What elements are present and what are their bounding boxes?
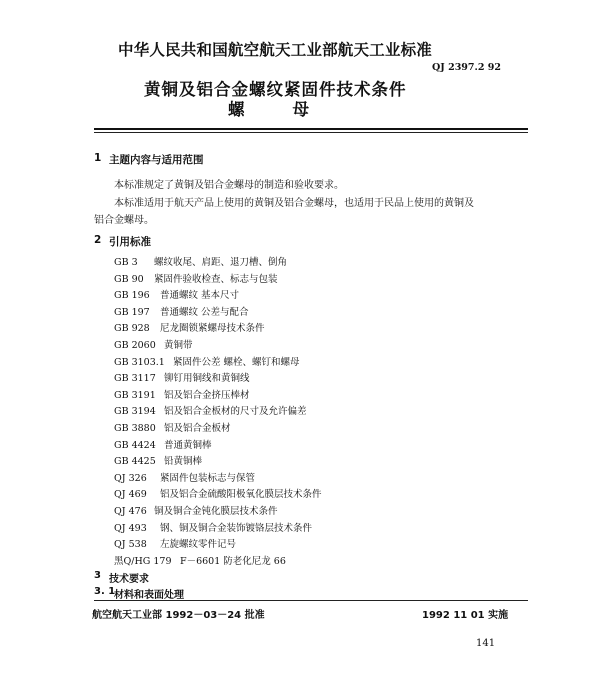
- ref-item: [114, 553, 286, 567]
- ref-title: 铝及铝合金挤压棒材: [164, 389, 250, 401]
- section-1-title: 主题内容与适用范围: [109, 154, 204, 166]
- ref-code: QJ 493: [114, 522, 147, 534]
- ref-item: [114, 304, 249, 318]
- ref-item: [114, 254, 287, 268]
- ref-code: QJ 538: [114, 539, 147, 551]
- subtitle-char-1: 螺: [228, 100, 245, 119]
- ref-code: GB 3103.1: [114, 356, 165, 368]
- ref-title: 紧固件公差 螺栓、螺钉和螺母: [173, 356, 300, 368]
- ref-item: [114, 486, 322, 500]
- ref-title: 紧固件包装标志与保管: [160, 472, 256, 484]
- ref-item: [114, 437, 212, 451]
- ref-code: GB 928: [114, 323, 150, 335]
- ref-code: GB 196: [114, 290, 150, 302]
- title-rule-top: [94, 128, 528, 130]
- ref-item: [114, 503, 278, 517]
- ref-title: 螺纹收尾、肩距、退刀槽、倒角: [154, 257, 288, 268]
- title-rule-bottom: [94, 132, 528, 133]
- ref-title: 左旋螺纹零件记号: [160, 539, 237, 551]
- ref-item: [114, 453, 202, 467]
- ref-code: QJ 326: [114, 472, 147, 484]
- section-3-title: 技术要求: [109, 574, 149, 585]
- section-1-para-1: 本标准规定了黄铜及铝合金螺母的制造和验收要求。: [114, 180, 344, 191]
- ref-title: 尼龙圈锁紧螺母技术条件: [160, 323, 265, 335]
- ref-item: [114, 420, 231, 434]
- section-3-1-title: 材料和表面处理: [114, 590, 184, 601]
- ref-title: 铝及铝合金板材的尺寸及允许偏差: [164, 406, 307, 418]
- ref-code: GB 3: [114, 257, 138, 268]
- ref-item: [114, 520, 312, 534]
- issuing-authority: 中华人民共和国航空航天工业部航天工业标准: [118, 41, 433, 59]
- section-1-para-2-line-2: 铝合金螺母。: [94, 215, 154, 226]
- ref-item: [114, 470, 255, 484]
- ref-title: 钢、铜及铜合金装饰镀铬层技术条件: [160, 522, 313, 534]
- ref-code: GB 197: [114, 306, 150, 318]
- document-subtitle: [228, 96, 309, 120]
- ref-code: GB 3191: [114, 389, 156, 401]
- ref-code: GB 4424: [114, 439, 156, 451]
- ref-code: GB 4425: [114, 456, 156, 468]
- ref-item: [114, 403, 307, 417]
- standard-code: QJ 2397.2 92: [432, 62, 501, 73]
- ref-code: GB 3880: [114, 423, 156, 434]
- section-3-1-number: 3. 1: [94, 586, 116, 597]
- ref-item: [114, 271, 278, 285]
- ref-title: 紧固件验收检查、标志与包装: [154, 273, 278, 285]
- ref-code: QJ 469: [114, 489, 147, 501]
- implementation-date: 1992 11 01 实施: [422, 610, 509, 621]
- ref-title: 铅黄铜棒: [164, 456, 203, 468]
- ref-item: [114, 337, 193, 351]
- section-1-para-2-line-1: 本标准适用于航天产品上使用的黄铜及铝合金螺母，也适用于民品上使用的黄铜及: [114, 198, 474, 209]
- document-title: 黄铜及铝合金螺纹紧固件技术条件: [144, 80, 407, 99]
- ref-title: 铝及铝合金硫酸阳极氧化膜层技术条件: [160, 489, 322, 501]
- section-3-number: 3: [94, 570, 101, 581]
- ref-item: [114, 370, 250, 384]
- ref-item: [114, 354, 300, 368]
- ref-item: [114, 387, 250, 401]
- ref-code: GB 2060: [114, 340, 156, 351]
- ref-title: 普通螺纹 基本尺寸: [160, 290, 240, 302]
- section-1-number: 1: [94, 152, 102, 164]
- section-2-number: 2: [94, 234, 102, 246]
- ref-code: QJ 476: [114, 506, 147, 517]
- ref-code: GB 90: [114, 273, 144, 285]
- ref-title: 普通黄铜棒: [164, 439, 212, 451]
- ref-title: 铆钉用铜线和黄铜线: [164, 373, 250, 385]
- ref-code: 黑Q/HG 179: [114, 555, 172, 567]
- approval-line: 航空航天工业部 1992－03－24 批准: [92, 610, 265, 621]
- ref-item: [114, 287, 239, 301]
- page-number: 141: [476, 638, 496, 649]
- ref-title: 铜及铜合金钝化膜层技术条件: [154, 506, 278, 517]
- ref-code: GB 3194: [114, 406, 156, 418]
- ref-title: 铝及铝合金板材: [164, 423, 231, 434]
- subtitle-char-2: 母: [292, 100, 309, 119]
- ref-item: [114, 320, 265, 334]
- ref-title: 普通螺纹 公差与配合: [160, 306, 249, 318]
- ref-item: [114, 536, 236, 550]
- ref-title: F－6601 防老化尼龙 66: [180, 555, 286, 567]
- ref-code: GB 3117: [114, 373, 156, 385]
- section-2-title: 引用标准: [109, 236, 151, 248]
- ref-title: 黄铜带: [164, 340, 193, 351]
